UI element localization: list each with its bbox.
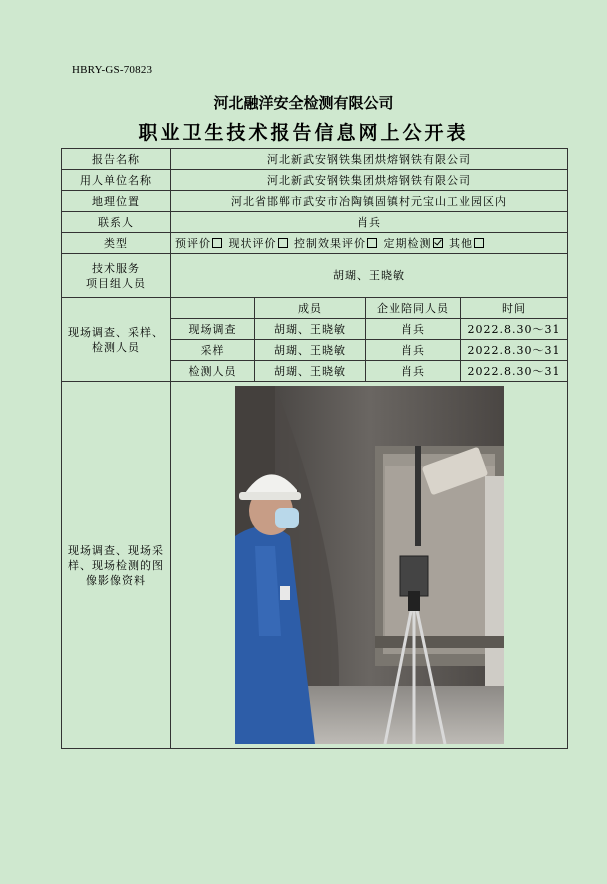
checkbox-icon [367, 238, 377, 248]
checked-checkbox-icon [433, 238, 443, 248]
survey-label: 现场调查、采样、 检测人员 [62, 298, 171, 382]
company-name: 河北融洋安全检测有限公司 [213, 94, 394, 112]
survey-time: 2022.8.30～31 [461, 319, 568, 340]
row-team [62, 254, 568, 298]
survey-header-escort: 企业陪同人员 [366, 298, 461, 319]
type-option-periodic-testing: 定期检测 [384, 237, 445, 250]
survey-escort: 肖兵 [366, 319, 461, 340]
survey-escort: 肖兵 [366, 340, 461, 361]
type-option-control-evaluation: 控制效果评价 [294, 237, 379, 250]
type-option-status-evaluation: 现状评价 [229, 237, 290, 250]
row-employer [62, 170, 568, 191]
type-label: 类型 [62, 233, 171, 254]
report-name-value: 河北新武安钢铁集团烘熔钢铁有限公司 [171, 149, 568, 170]
location-value: 河北省邯郸市武安市冶陶镇固镇村元宝山工业园区内 [171, 191, 568, 212]
row-location [62, 191, 568, 212]
team-value: 胡瑚、王晓敏 [171, 254, 568, 298]
document-code: HBRY-GS-70823 [72, 64, 153, 76]
survey-activity: 采样 [171, 340, 255, 361]
checkbox-icon [278, 238, 288, 248]
type-options [171, 233, 568, 254]
survey-members: 胡瑚、王晓敏 [255, 319, 366, 340]
site-inspection-illustration [235, 386, 504, 744]
employer-value: 河北新武安钢铁集团烘熔钢铁有限公司 [171, 170, 568, 191]
contact-value: 肖兵 [171, 212, 568, 233]
survey-header-row [62, 298, 568, 319]
disclosure-table [61, 148, 568, 749]
type-option-other: 其他 [449, 237, 486, 250]
checkbox-icon [212, 238, 222, 248]
survey-time: 2022.8.30～31 [461, 340, 568, 361]
checkbox-icon [474, 238, 484, 248]
survey-time: 2022.8.30～31 [461, 361, 568, 382]
site-photo [235, 386, 504, 744]
page-title: 职业卫生技术报告信息网上公开表 [138, 122, 469, 144]
survey-escort: 肖兵 [366, 361, 461, 382]
employer-label: 用人单位名称 [62, 170, 171, 191]
report-name-label: 报告名称 [62, 149, 171, 170]
team-label: 技术服务 项目组人员 [62, 254, 171, 298]
survey-header-time: 时间 [461, 298, 568, 319]
location-label: 地理位置 [62, 191, 171, 212]
row-contact [62, 212, 568, 233]
type-option-pre-evaluation: 预评价 [175, 237, 224, 250]
survey-members: 胡瑚、王晓敏 [255, 361, 366, 382]
images-label: 现场调查、现场采 样、现场检测的图 像影像资料 [62, 382, 171, 749]
contact-label: 联系人 [62, 212, 171, 233]
survey-members: 胡瑚、王晓敏 [255, 340, 366, 361]
images-cell [171, 382, 568, 749]
row-type [62, 233, 568, 254]
survey-activity: 检测人员 [171, 361, 255, 382]
survey-header-blank [171, 298, 255, 319]
row-report-name [62, 149, 568, 170]
survey-activity: 现场调查 [171, 319, 255, 340]
row-images [62, 382, 568, 749]
survey-header-members: 成员 [255, 298, 366, 319]
